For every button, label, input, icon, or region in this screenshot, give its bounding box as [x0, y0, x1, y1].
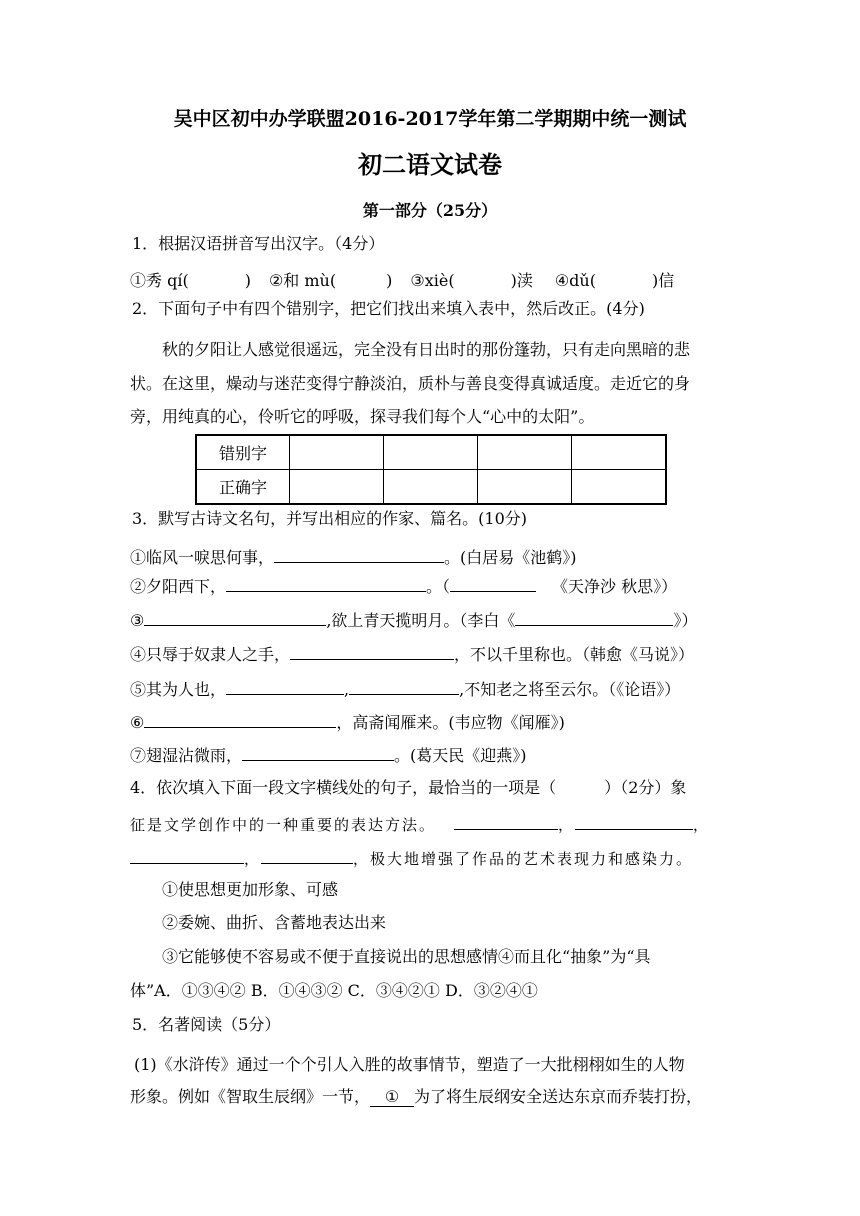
q2-passage-line1: 秋的夕阳让人感觉很遥远，完全没有日出时的那份篷勃，只有走向黑暗的悲 [162, 340, 691, 359]
q3-line7-source: 。(葛天民《迎燕》) [394, 746, 527, 765]
q3-line6-num: ⑥ [130, 713, 145, 732]
q4-stem-text: 4．依次填入下面一段文字横线处的句子，最恰当的一项是（ [130, 778, 557, 797]
q3-line3-text: ,欲上青天揽明月。（李白《 [326, 611, 516, 630]
q3-blank-7[interactable] [242, 743, 394, 761]
q4-comma: ， [558, 816, 576, 834]
q1-item3-b: )渎 [510, 271, 533, 290]
correct-char-cell[interactable] [384, 470, 478, 505]
q4-comma: ， [693, 816, 711, 834]
q4-stem-end: ）（2分）象 [604, 778, 687, 797]
q4-choices: 体”A．①③④② B．①④③② C．③④②① D．③②④① [130, 981, 538, 1000]
q3-line6-source: ，高斋闻雁来。(韦应物《闻雁》) [336, 713, 565, 732]
q4-line3 [130, 846, 693, 870]
q1-stem: 1．根据汉语拼音写出汉字。（4分） [132, 234, 385, 253]
wrong-char-cell[interactable] [384, 435, 478, 470]
wrong-char-label: 错别字 [196, 435, 290, 470]
q3-blank-5a[interactable] [226, 677, 344, 695]
q4-line3-text: ，极大地增强了作品的艺术表现力和感染力。 [353, 850, 694, 868]
q3-line4 [130, 642, 694, 666]
q3-blank-1[interactable] [274, 545, 444, 563]
q3-line2-text: ②夕阳西下， [130, 577, 227, 596]
correct-char-cell[interactable] [290, 470, 384, 505]
q3-blank-title[interactable] [515, 608, 673, 626]
q3-blank-author[interactable] [450, 574, 536, 592]
q4-blank-1[interactable] [454, 812, 558, 830]
exam-title: 吴中区初中办学联盟2016-2017学年第二学期期中统一测试 [173, 108, 687, 130]
q3-line2-source: 《天净沙 秋思》） [552, 577, 678, 596]
table-row [196, 470, 666, 505]
q1-item4-a: ④dǔ( [554, 271, 596, 290]
q1-item1-b: ) [244, 271, 251, 290]
q3-line6 [130, 710, 565, 734]
q3-stem: 3．默写古诗文名句，并写出相应的作家、篇名。(10分) [132, 509, 528, 528]
q3-line5 [130, 677, 680, 701]
table-row [196, 435, 666, 470]
q3-line5-comma: , [344, 680, 350, 699]
q3-line2 [130, 574, 677, 598]
q5-line2-end: 为了将生辰纲安全送达东京而乔装打扮， [414, 1087, 703, 1106]
q3-line2-mid: 。（ [426, 577, 451, 596]
wrong-char-cell[interactable] [290, 435, 384, 470]
q1-items [130, 270, 674, 292]
q4-line2 [130, 812, 710, 836]
part-heading: 第一部分（25分） [362, 201, 498, 220]
q4-option-3: ③它能够使不容易或不便于直接说出的思想感情④而且化“抽象”为“具 [162, 947, 651, 966]
q3-line3-close: 》） [673, 611, 698, 630]
wrong-char-cell[interactable] [572, 435, 667, 470]
q3-line7-text: ⑦翅湿沾微雨， [130, 746, 243, 765]
q3-line3-num: ③ [130, 611, 145, 630]
q1-item2-b: ) [386, 271, 393, 290]
q1-item2-a: ②和 mù( [268, 271, 337, 290]
correct-char-label: 正确字 [196, 470, 290, 505]
q4-stem [130, 777, 686, 799]
q4-blank-2[interactable] [575, 812, 693, 830]
q1-item1-a: ①秀 qí( [130, 271, 189, 290]
q3-line5-source: ,不知老之将至云尔。（《论语》） [459, 680, 681, 699]
q3-blank-6[interactable] [144, 710, 336, 728]
q5-stem: 5．名著阅读（5分） [132, 1015, 281, 1034]
q4-line2-text: 征是文学创作中的一种重要的表达方法。 [130, 816, 437, 834]
q3-line3 [130, 608, 697, 632]
q5-line2-text: 形象。例如《智取生辰纲》一节， [130, 1087, 371, 1106]
q3-line7 [130, 743, 527, 767]
correction-table [195, 434, 667, 505]
q3-line4-text: ④只辱于奴隶人之手， [130, 645, 291, 664]
wrong-char-cell[interactable] [478, 435, 572, 470]
q3-blank-3[interactable] [144, 608, 326, 626]
correct-char-cell[interactable] [572, 470, 667, 505]
correct-char-cell[interactable] [478, 470, 572, 505]
q1-item4-b: )信 [651, 271, 675, 290]
q3-line4-source: ，不以千里称也。（韩愈《马说》） [454, 645, 695, 664]
q4-blank-3[interactable] [130, 846, 244, 864]
exam-subtitle: 初二语文试卷 [358, 150, 502, 179]
q5-passage-line2 [130, 1086, 702, 1108]
q4-option-2: ②委婉、曲折、含蓄地表达出来 [162, 913, 387, 932]
q3-blank-2[interactable] [226, 574, 426, 592]
q4-comma: ， [244, 850, 262, 868]
q2-passage-line2: 状。在这里，燥动与迷茫变得宁静淡泊，质朴与善良变得真诚适度。走近它的身 [130, 374, 691, 393]
q5-passage-line1: (1)《水浒传》通过一个个引人入胜的故事情节，塑造了一大批栩栩如生的人物 [134, 1055, 685, 1074]
q3-blank-5b[interactable] [349, 677, 459, 695]
q5-blank-1[interactable]: ① [370, 1088, 414, 1107]
q2-stem: 2．下面句子中有四个错别字，把它们找出来填入表中，然后改正。(4分) [132, 299, 645, 318]
q4-blank-4[interactable] [261, 846, 353, 864]
q1-item3-a: ③xiè( [410, 271, 455, 290]
q3-line5-text: ⑤其为人也， [130, 680, 227, 699]
q3-line1 [130, 545, 577, 569]
q3-line1-text: ①临风一唳思何事， [130, 548, 275, 567]
q3-blank-4[interactable] [290, 642, 454, 660]
q4-option-1: ①使思想更加形象、可感 [162, 880, 339, 899]
q3-line1-source: 。(白居易《池鹤》) [444, 548, 577, 567]
q2-passage-line3: 旁，用纯真的心，伶听它的呼吸，探寻我们每个人“心中的太阳”。 [130, 407, 595, 426]
